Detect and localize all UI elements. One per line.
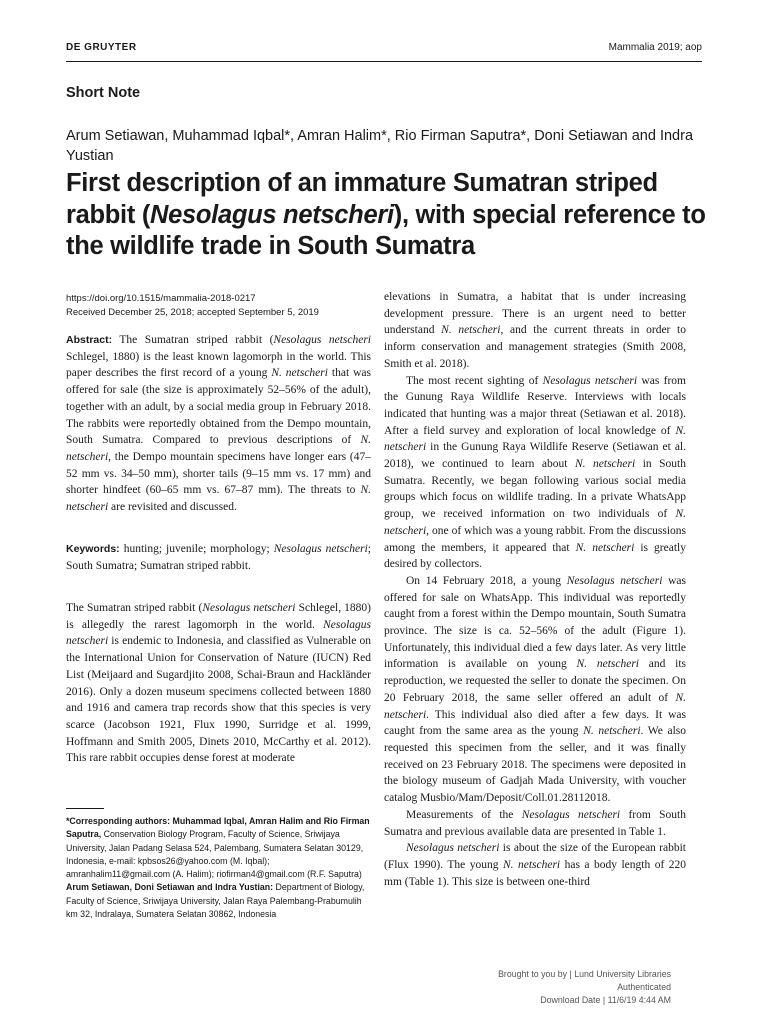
- abstract-text: , the Dempo mountain specimens have longer ears (47–52 mm vs. 34–50 mm), shorter tails (9–15 mm vs. 17 mm) and shorter hindfeet (60–65 mm vs. 67–87 mm). The threats to: [66, 450, 371, 497]
- body-text: The most recent sighting of: [406, 374, 543, 387]
- body-text: was offered for sale on WhatsApp. This individual was reportedly caught from a forest within the Dempo mountain, South Sumatra province. The size is ca. 52–56% of the adult (Figure 1). Unfortunately, this individual died a few days later. As very little information is available on young: [384, 574, 686, 671]
- abstract-text: Schlegel, 1880) is the least known lagomorph in the world. This paper describes the first record of a young: [66, 350, 371, 380]
- article-dates: Received December 25, 2018; accepted September 5, 2019: [66, 307, 319, 318]
- body-text: , and the current threats in order to inform conservation and management strategies (Smith 2008, Smith et al. 2018).: [384, 324, 686, 370]
- species-name: N. netscheri: [502, 858, 561, 871]
- header-rule: [66, 61, 702, 62]
- body-text: is endemic to Indonesia, and classified as Vulnerable on the International Union for Conservation of Nature (IUCN) Red List (Meijaard and Sugardjito 2008, Schai-Braun and Hackländer 2016). Only a dozen museum specimens collected between 1880 and 1916 and camera trap records show that this species is very scarce (Jacobson 1921, Flux 1990, Surridge et al. 1999, Hoffmann and Smith 2005, Dinets 2010, McCarthy et al. 2012). This rare rabbit occupies dense forest at moderate: [66, 635, 371, 765]
- body-paragraph: [384, 840, 686, 890]
- body-text: in the Gunung Raya Wildlife Reserve (Setiawan et al. 2018), we continued to learn about: [384, 441, 686, 471]
- other-authors: [66, 881, 371, 921]
- species-name: N. netscheri: [384, 424, 686, 454]
- abstract-label: Abstract:: [66, 334, 113, 346]
- species-name: N. netscheri: [575, 541, 635, 554]
- species-name: Nesolagus netscheri: [521, 808, 621, 821]
- body-paragraph: [384, 373, 686, 573]
- species-name: N. netscheri: [271, 367, 328, 380]
- keywords-text: ; South Sumatra; Sumatran striped rabbit.: [66, 543, 371, 572]
- doi-link[interactable]: https://doi.org/10.1515/mammalia-2018-0217: [66, 293, 256, 304]
- footer-provider: Brought to you by | Lund University Libraries: [498, 969, 671, 979]
- body-paragraph: [384, 289, 686, 373]
- body-paragraph: [384, 573, 686, 807]
- abstract-text: are revisited and discussed.: [108, 501, 237, 514]
- footnote-label: Arum Setiawan, Doni Setiawan and Indra Yustian:: [66, 882, 274, 893]
- right-column: [384, 289, 686, 890]
- abstract: [66, 332, 371, 516]
- article-meta: [66, 292, 371, 320]
- body-paragraph: [384, 807, 686, 840]
- title-species: Nesolagus netscheri: [150, 200, 394, 229]
- title-part-2: ), with special reference to the wildlife trade in South Sumatra: [66, 200, 706, 260]
- body-text: has a body length of 220 mm (Table 1). This size is between one-third: [384, 858, 687, 888]
- title-part-1: First description of an immature Sumatran striped rabbit (: [66, 169, 658, 229]
- footnote-label: *Corresponding authors: Muhammad Iqbal, Amran Halim and Rio Firman Saputra,: [66, 816, 370, 840]
- species-name: Nesolagus netscheri: [202, 602, 296, 614]
- body-text: from South Sumatra and previous available data are presented in Table 1.: [384, 808, 686, 838]
- article-type: Short Note: [66, 85, 141, 101]
- species-name: N. netscheri: [66, 484, 371, 514]
- corresponding-authors: [66, 815, 371, 881]
- publisher-name: DE GRUYTER: [66, 42, 137, 53]
- body-text: Schlegel, 1880) is allegedly the rarest lagomorph in the world.: [66, 602, 372, 631]
- journal-citation: Mammalia 2019; aop: [608, 42, 702, 53]
- species-name: N. netscheri: [384, 508, 686, 537]
- species-name: N. netscheri: [66, 434, 371, 463]
- body-text: . We also requested this specimen from the seller, and it was finally received on 23 February 2018. The specimens were deposited in the biology museum of Gadjah Mada University, with voucher catalog Musbio/Mam/Deposit/Coll.01.28112018.: [384, 725, 686, 805]
- abstract-text: that was offered for sale (the size is approximately 52–56% of the adult), together with an adult, by a social media group in February 2018. The rabbits were reportedly obtained from the Dempo mountain, South Sumatra. Compared to previous descriptions of: [66, 367, 371, 447]
- body-text: is greatly desired by collectors.: [384, 541, 686, 571]
- footnote: [66, 815, 371, 921]
- body-text: The Sumatran striped rabbit (: [66, 602, 203, 614]
- species-name: N. netscheri: [384, 691, 686, 721]
- body-text: . This individual also died after a few days. It was caught from the same area as the young: [384, 708, 686, 738]
- author-list: Arum Setiawan, Muhammad Iqbal*, Amran Halim*, Rio Firman Saputra*, Doni Setiawan and Indra Yustian: [66, 128, 694, 164]
- body-text: in South Sumatra. Recently, we began following various social media groups which focus on wildlife trading. In a private WhatsApp group, we received information on two individuals of: [384, 458, 686, 521]
- species-name: Nesolagus netscheri: [273, 334, 372, 346]
- footer-date: Download Date | 11/6/19 4:44 AM: [540, 995, 671, 1005]
- footer-auth: Authenticated: [617, 982, 671, 992]
- footnote-text: Department of Biology, Faculty of Science, Sriwijaya University, Jalan Raya Palembang-Prabumulih km 32, Indralaya, Sumatera Selatan 30862, Indonesia: [66, 882, 365, 920]
- species-name: N. netscheri: [441, 324, 501, 337]
- footnote-text: Conservation Biology Program, Faculty of Science, Sriwijaya University, Jalan Padang Selasa 524, Palembang, Sumatera Selatan 30129, Indonesia, e-mail: kpbsos26@yahoo.com (M. Iqbal); amranhalim11@gmail.com (A. Halim); riofirman4@gmail.com (R.F. Saputra): [66, 829, 364, 880]
- species-name: Nesolagus netscheri: [542, 374, 638, 387]
- species-name: Nesolagus netscheri: [273, 543, 368, 555]
- species-name: N. netscheri: [583, 725, 641, 738]
- body-text: elevations in Sumatra, a habitat that is under increasing development pressure. There is an urgent need to better understand: [384, 291, 686, 337]
- intro-paragraph: [66, 600, 371, 767]
- keywords-text: hunting; juvenile; morphology;: [119, 543, 274, 555]
- body-text: was from the Gunung Raya Wildlife Reserve. Interviews with locals indicated that hunting was a major threat (Setiawan et al. 2018). After a field survey and exploration of local knowledge of: [384, 374, 686, 437]
- body-text: is about the size of the European rabbit (Flux 1990). The young: [384, 842, 686, 871]
- body-text: On 14 February 2018, a young: [406, 574, 567, 587]
- body-text: Measurements of the: [406, 808, 522, 821]
- abstract-text: The Sumatran striped rabbit (: [112, 334, 274, 346]
- footnote-rule: [66, 808, 104, 809]
- access-footer: [498, 968, 671, 1007]
- body-text: and its reproduction, we requested the seller to donate the specimen. On 20 February 2018, the same seller offered an adult of: [384, 658, 686, 704]
- species-name: Nesolagus netscheri: [66, 618, 371, 648]
- body-text: , one of which was a young rabbit. From the discussions among the members, it appeared that: [384, 524, 686, 554]
- article-title: [66, 168, 716, 263]
- species-name: N. netscheri: [576, 658, 639, 671]
- species-name: N. netscheri: [574, 458, 636, 471]
- keywords-label: Keywords:: [66, 543, 120, 555]
- species-name: Nesolagus netscheri: [406, 842, 500, 855]
- species-name: Nesolagus netscheri: [566, 574, 663, 587]
- keywords: [66, 541, 371, 574]
